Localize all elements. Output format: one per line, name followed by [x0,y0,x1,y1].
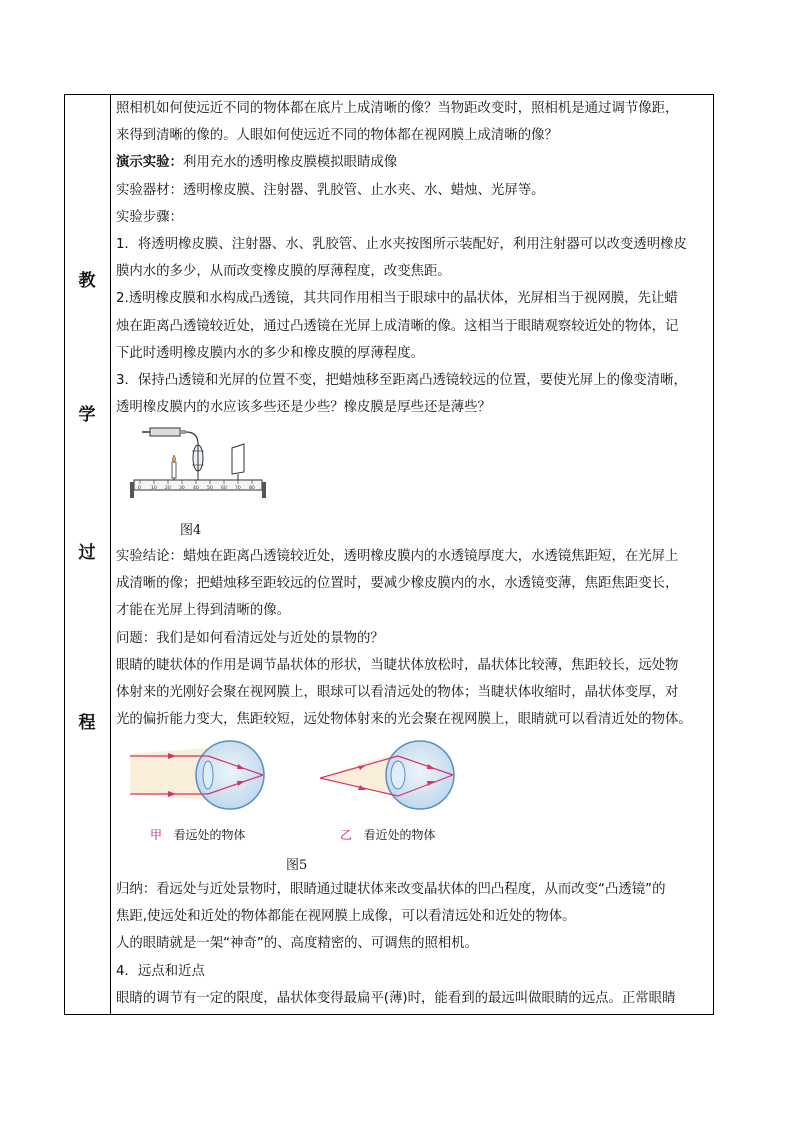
ruler-tick: 40 [193,486,199,491]
text-line: 烛在距离凸透镜较近处，通过凸透镜在光屏上成清晰的像。这相当于眼睛观察较近处的物体，记 [116,318,679,334]
text-line: 照相机如何使远近不同的物体都在底片上成清晰的像？当物距改变时，照相机是通过调节像距， [116,101,679,116]
text-line: 实验器材：透明橡皮膜、注射器、乳胶管、止水夹、水、蜡烛、光屏等。 [116,182,545,198]
fig5-eye-far [130,738,270,822]
fig5-left-text: 看远处的物体 [173,828,246,842]
fig5-left-mark: 甲 [150,828,163,842]
text-line: 4．远点和近点 [116,963,205,979]
text-line: 实验结论：蜡烛在距离凸透镜较近处，透明橡皮膜内的水透镜厚度大，水透镜焦距短，在光屏上 [116,549,679,564]
text-line: 2.透明橡皮膜和水构成凸透镜，其共同作用相当于眼球中的晶状体，光屏相当于视网膜，先让蜡 [116,291,678,307]
text-line: 才能在光屏上得到清晰的像。 [116,603,291,619]
text-line: 眼睛的调节有一定的限度，晶状体变得最扁平(薄)时，能看到的最远叫做眼睛的远点。正常眼睛 [116,990,676,1006]
ruler-tick: 60 [221,486,227,491]
text-line: 焦距,使远处和近处的物体都能在视网膜上成像，可以看清远处和近处的物体。 [116,909,576,925]
table-divider [110,94,111,1015]
demo-label: 演示实验： [116,155,183,171]
ruler-tick: 80 [249,486,255,491]
text-line: 眼睛的睫状体的作用是调节晶状体的形状，当睫状体放松时，晶状体比较薄，焦距较长，远处物 [116,657,679,673]
text-line: 来得到清晰的像的。人眼如何使远近不同的物体都在视网膜上成清晰的像？ [116,128,558,144]
ruler-tick: 10 [151,486,157,491]
ruler-tick: 30 [179,486,185,491]
side-char-xue: 学 [78,405,96,425]
ruler-tick: 20 [165,486,171,491]
text-line: 成清晰的像；把蜡烛移至距较远的位置时，要减少橡皮膜内的水，水透镜变薄，焦距焦距变长， [116,576,679,592]
side-char-jiao: 教 [78,271,96,291]
fig4-caption: 图4 [180,523,202,538]
ruler-tick: 50 [207,486,213,491]
question-label: 问题： [116,630,157,646]
ruler-tick: 0 [138,486,141,491]
fig5-caption: 图5 [286,858,308,873]
text-line: 3．保持凸透镜和光屏的位置不变，把蜡烛移至距离凸透镜较远的位置，要使光屏上的像变清晰， [116,373,687,389]
text-line: 体射来的光刚好会聚在视网膜上，眼球可以看清远处的物体；当睫状体收缩时，晶状体变厚，对 [116,685,679,701]
text-line: 1．将透明橡皮膜、注射器、水、乳胶管、止水夹按图所示装配好，利用注射器可以改变透明橡皮 [116,237,687,253]
side-char-cheng: 程 [78,713,96,733]
question-text: 我们是如何看清远处与近处的景物的？ [156,630,384,646]
demo-line [116,149,710,176]
side-char-guo: 过 [78,543,96,563]
fig5-right-text: 看近处的物体 [363,828,436,842]
text-line: 透明橡皮膜内的水应该多些还是少些？橡皮膜是厚些还是薄些？ [116,400,491,416]
summary-content [116,876,710,1012]
text-line: 光的偏折能力变大，焦距较短，远处物体射来的光会聚在视网膜上，眼睛就可以看清近处的物体。 [116,712,692,728]
question-line [116,625,710,652]
ruler-tick: 70 [235,486,241,491]
demo-text: 利用充水的透明橡皮膜模拟眼睛成像 [182,155,398,171]
teaching-process-content [116,95,710,421]
fig5-left-label [150,826,245,843]
fig5-right-label [340,826,435,843]
fig5-right-mark: 乙 [340,828,353,842]
text-line: 归纳：看远处与近处景物时，眼睛通过睫状体来改变晶状体的凹凸程度，从而改变“凸透镜”的 [116,882,666,897]
text-line: 人的眼睛就是一架“神奇”的、高度精密的、可调焦的照相机。 [116,936,479,952]
text-line: 实验步骤： [116,209,183,225]
fig5-eye-near [320,738,460,822]
text-line: 膜内水的多少，从而改变橡皮膜的厚薄程度，改变焦距。 [116,264,451,280]
text-line: 下此时透明橡皮膜内水的多少和橡皮膜的厚薄程度。 [116,345,424,361]
fig4-apparatus [128,422,268,504]
conclusion-content [116,543,710,733]
